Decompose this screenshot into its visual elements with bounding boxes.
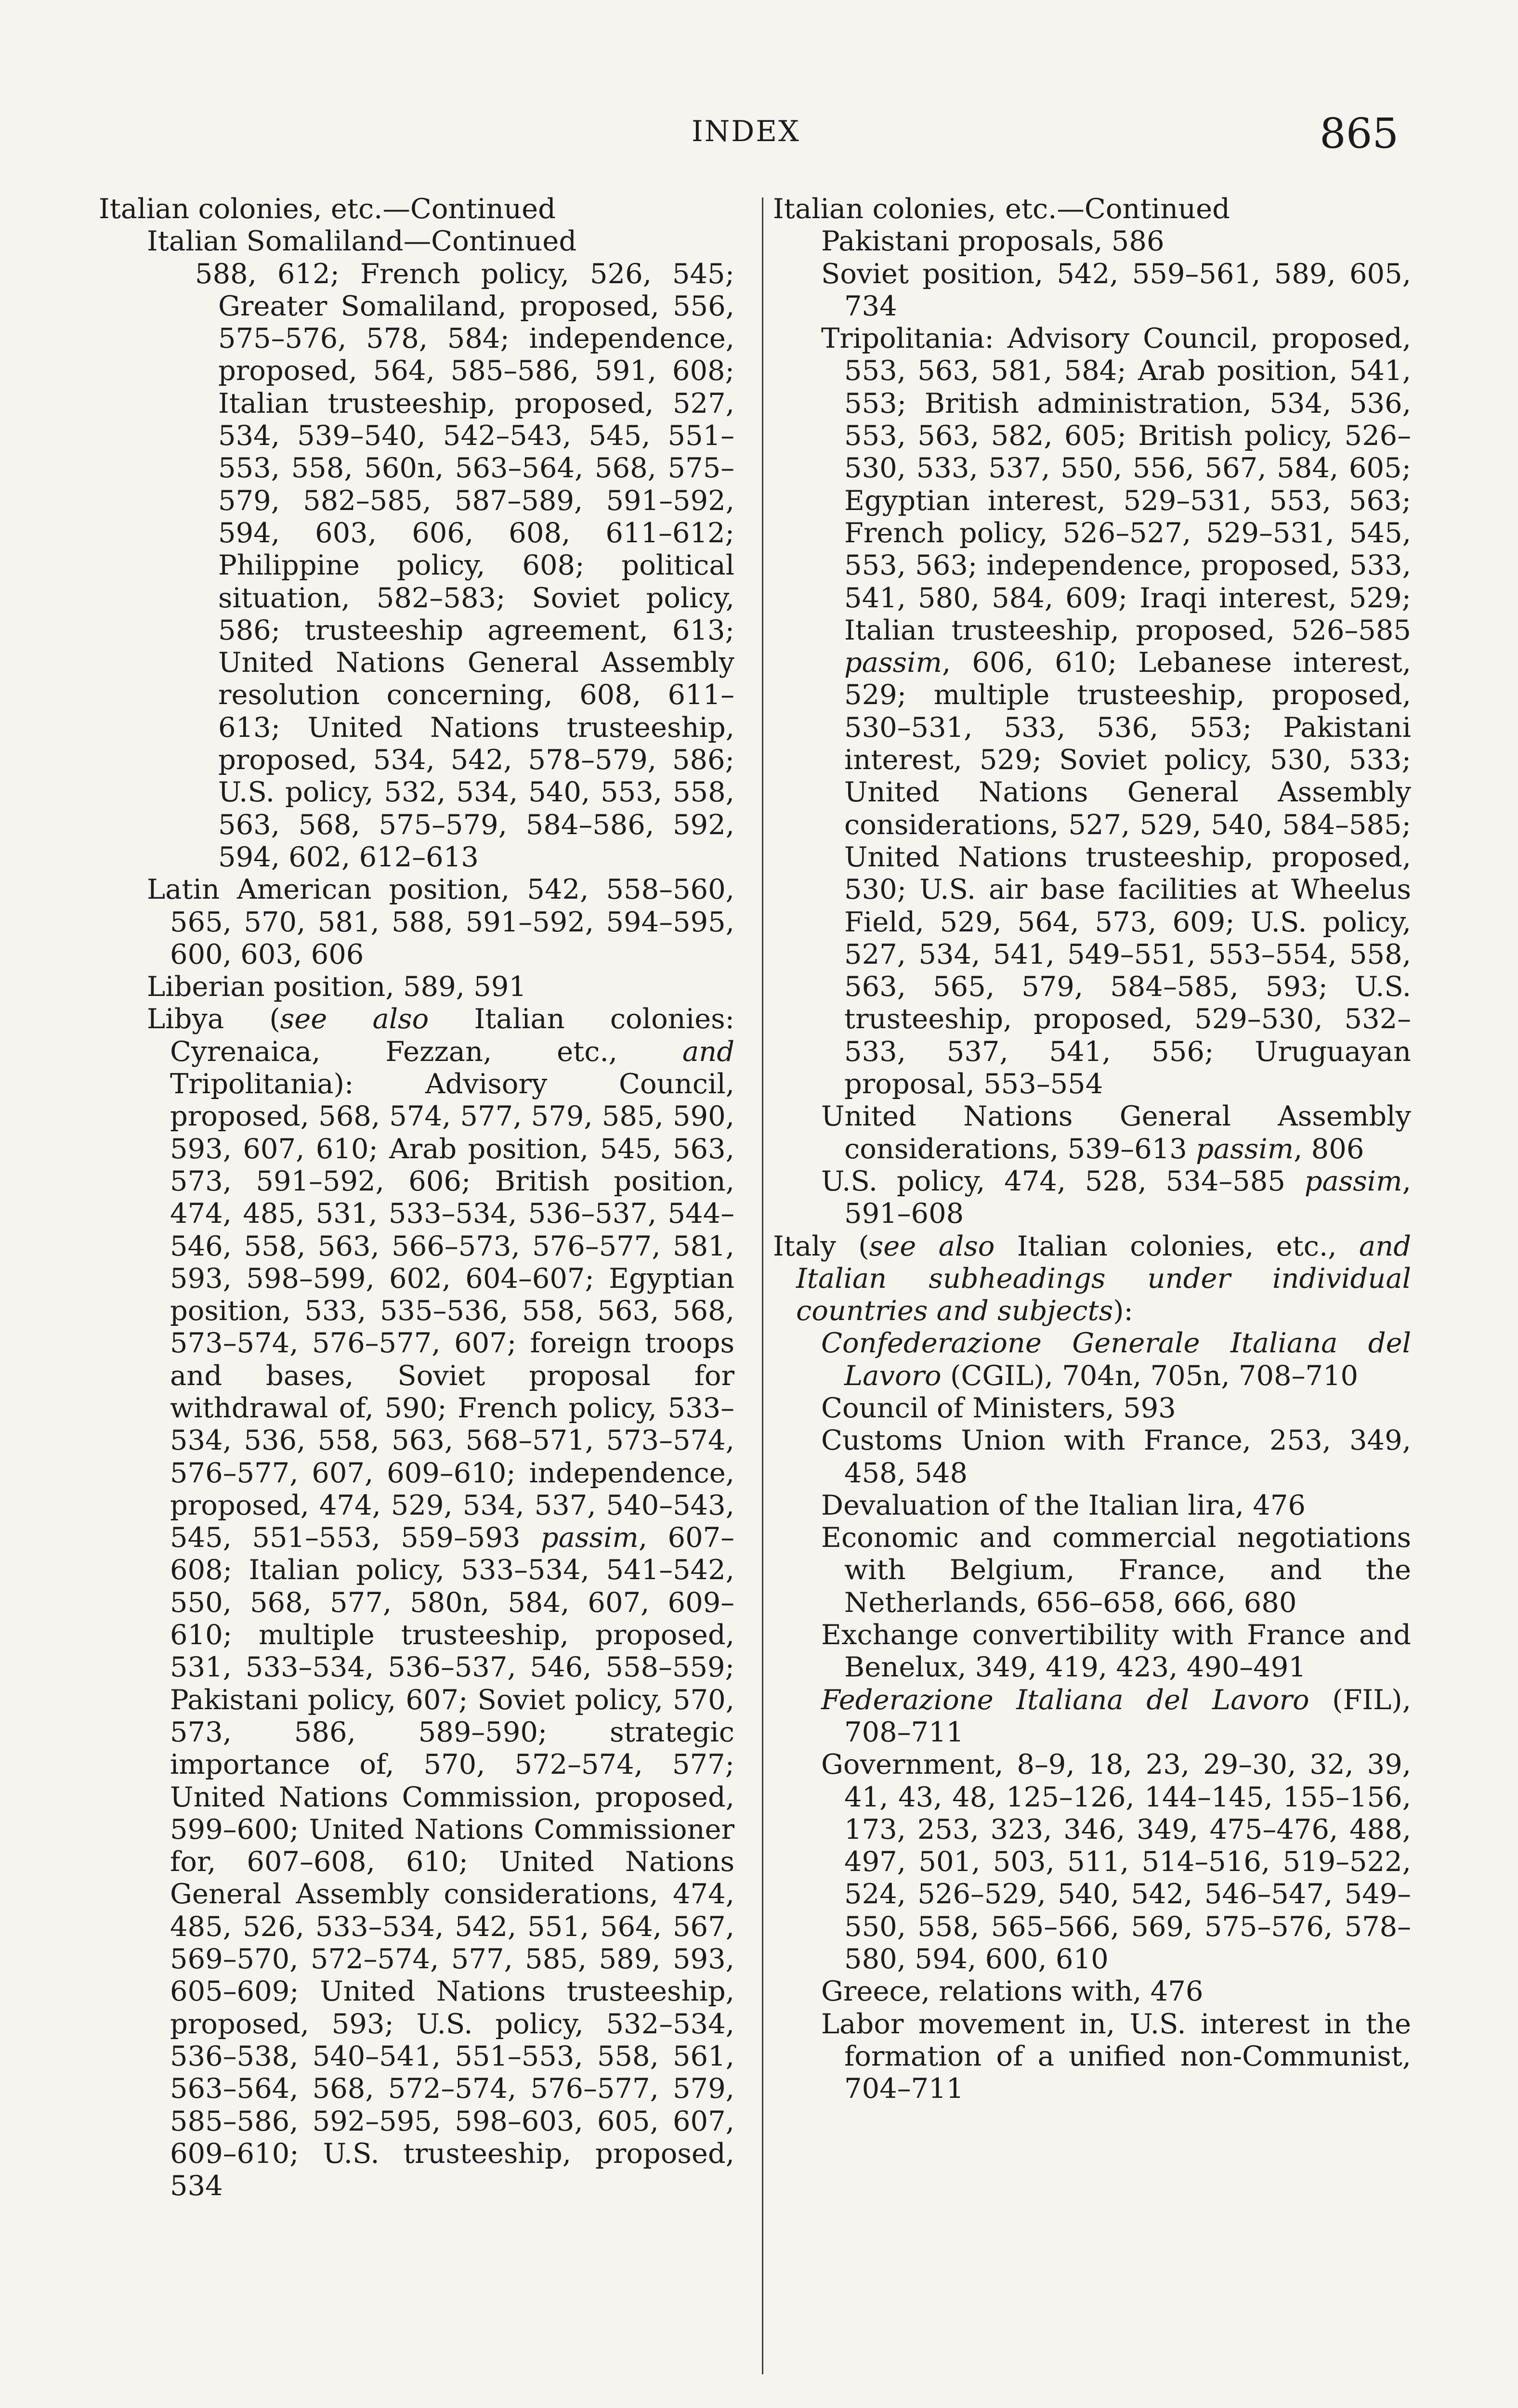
index-entry: Economic and commercial negotiations with Belgium, France, and the Netherlands, 656–658, 666, 680 xyxy=(821,1521,1411,1619)
index-entry: U.S. policy, 474, 528, 534–585 passim, 591–608 xyxy=(821,1165,1411,1230)
page-number: 865 xyxy=(1320,110,1399,158)
index-entry: Federazione Italiana del Lavoro (FIL), 708–711 xyxy=(821,1683,1411,1748)
index-entry: Liberian position, 589, 591 xyxy=(147,970,526,1003)
index-entry: Council of Ministers, 593 xyxy=(821,1391,1176,1424)
index-entry: Exchange convertibility with France and Benelux, 349, 419, 423, 490–491 xyxy=(821,1619,1411,1684)
right-column xyxy=(773,193,1411,2105)
index-entry: Soviet position, 542, 559–561, 589, 605, 734 xyxy=(821,257,1411,322)
index-entry: Tripolitania: Advisory Council, proposed, 553, 563, 581, 584; Arab position, 541, 553; British administration, 534, 536, 553, 563, 582, 605; British policy, 526–530, 533, 537, 550, 556, 567, 584, 605; Egyptian interest, 529–531, 553, 563; French policy, 526–527, 529–531, 545, 553, 563; independence, proposed, 533, 541, 580, 584, 609; Iraqi interest, 529; Italian trusteeship, proposed, 526–585 passim, 606, 610; Lebanese interest, 529; multiple trusteeship, proposed, 530–531, 533, 536, 553; Pakistani interest, 529; Soviet policy, 530, 533; United Nations General Assembly considerations, 527, 529, 540, 584–585; United Nations trusteeship, proposed, 530; U.S. air base facilities at Wheelus Field, 529, 564, 573, 609; U.S. policy, 527, 534, 541, 549–551, 553–554, 558, 563, 565, 579, 584–585, 593; U.S. trusteeship, proposed, 529–530, 532–533, 537, 541, 556; Uruguayan proposal, 553–554 xyxy=(821,322,1411,1100)
index-entry: United Nations General Assembly considerations, 539–613 passim, 806 xyxy=(821,1100,1411,1165)
index-entry: Devaluation of the Italian lira, 476 xyxy=(821,1489,1306,1521)
index-entry: Pakistani proposals, 586 xyxy=(821,225,1165,258)
index-subheading: Italian Somaliland—Continued xyxy=(147,225,577,258)
index-entry: Labor movement in, U.S. interest in the formation of a unified non-Communist, 704–711 xyxy=(821,2007,1411,2105)
column-divider xyxy=(762,197,763,2374)
index-entry: 588, 612; French policy, 526, 545; Greater Somaliland, proposed, 556, 575–576, 578, 584; independence, proposed, 564, 585–586, 591, 608; Italian trusteeship, proposed, 527, 534, 539–540, 542–543, 545, 551–553, 558, 560n, 563–564, 568, 575–579, 582–585, 587–589, 591–592, 594, 603, 606, 608, 611–612; Philippine policy, 608; political situation, 582–583; Soviet policy, 586; trusteeship agreement, 613; United Nations General Assembly resolution concerning, 608, 611–613; United Nations trusteeship, proposed, 534, 542, 578–579, 586; U.S. policy, 532, 534, 540, 553, 558, 563, 568, 575–579, 584–586, 592, 594, 602, 612–613 xyxy=(195,257,734,873)
index-heading: Italian colonies, etc.—Continued xyxy=(773,193,1230,225)
index-heading: Italy (see also Italian colonies, etc., and Italian subheadings under individual countries and subjects): xyxy=(773,1230,1411,1327)
index-entry: Confederazione Generale Italiana del Lavoro (CGIL), 704n, 705n, 708–710 xyxy=(821,1327,1411,1392)
index-entry: Latin American position, 542, 558–560, 565, 570, 581, 588, 591–592, 594–595, 600, 603, 606 xyxy=(147,873,734,970)
running-header: INDEX xyxy=(692,115,800,148)
index-entry: Customs Union with France, 253, 349, 458, 548 xyxy=(821,1424,1411,1489)
index-entry: Government, 8–9, 18, 23, 29–30, 32, 39, 41, 43, 48, 125–126, 144–145, 155–156, 173, 253, 323, 346, 349, 475–476, 488, 497, 501, 503, 511, 514–516, 519–522, 524, 526–529, 540, 542, 546–547, 549–550, 558, 565–566, 569, 575–576, 578–580, 594, 600, 610 xyxy=(821,1748,1411,1976)
index-entry: Greece, relations with, 476 xyxy=(821,1975,1204,2008)
index-entry: Libya (see also Italian colonies: Cyrenaica, Fezzan, etc., and Tripolitania): Advisory Council, proposed, 568, 574, 577, 579, 585, 590, 593, 607, 610; Arab position, 545, 563, 573, 591–592, 606; British position, 474, 485, 531, 533–534, 536–537, 544–546, 558, 563, 566–573, 576–577, 581, 593, 598–599, 602, 604–607; Egyptian position, 533, 535–536, 558, 563, 568, 573–574, 576–577, 607; foreign troops and bases, Soviet proposal for withdrawal of, 590; French policy, 533–534, 536, 558, 563, 568–571, 573–574, 576–577, 607, 609–610; independence, proposed, 474, 529, 534, 537, 540–543, 545, 551–553, 559–593 passim, 607–608; Italian policy, 533–534, 541–542, 550, 568, 577, 580n, 584, 607, 609–610; multiple trusteeship, proposed, 531, 533–534, 536–537, 546, 558–559; Pakistani policy, 607; Soviet policy, 570, 573, 586, 589–590; strategic importance of, 570, 572–574, 577; United Nations Commission, proposed, 599–600; United Nations Commissioner for, 607–608, 610; United Nations General Assembly considerations, 474, 485, 526, 533–534, 542, 551, 564, 567, 569–570, 572–574, 577, 585, 589, 593, 605–609; United Nations trusteeship, proposed, 593; U.S. policy, 532–534, 536–538, 540–541, 551–553, 558, 561, 563–564, 568, 572–574, 576–577, 579, 585–586, 592–595, 598–603, 605, 607, 609–610; U.S. trusteeship, proposed, 534 xyxy=(147,1003,735,2202)
index-heading: Italian colonies, etc.—Continued xyxy=(99,193,556,225)
left-column xyxy=(99,193,734,2202)
